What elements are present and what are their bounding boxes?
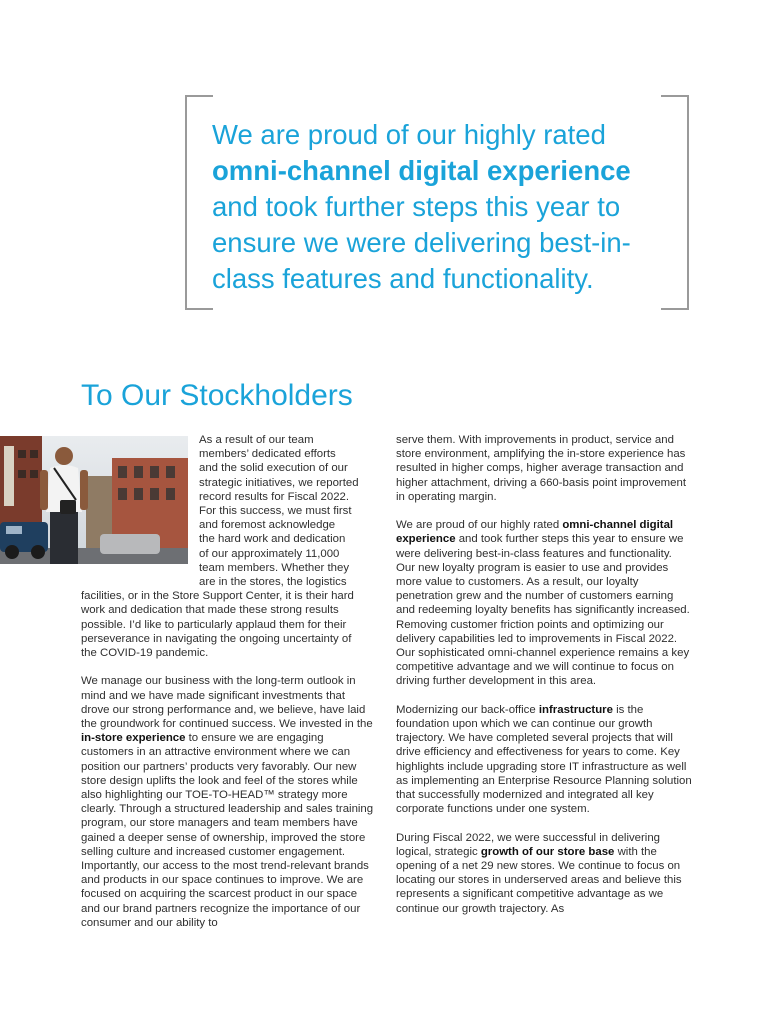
paragraph-text: and took further steps this year to ensure we were delivering best-in-class features and functionality. Our new loyalty program is easier to use and provides more value to customers. As a result, our loyalty penetration grew and the number of customers earning and redeeming loyalty benefits has significantly increased. Removing customer friction points and optimizing our delivery capabilities led to improvements in Fiscal 2022. Our sophisticated omni-channel experience remains a key competitive advantage and we will continue to focus on driving further development in this area. — [396, 533, 690, 688]
text-line: members’ dedicated efforts — [199, 448, 336, 461]
text-line: team members. Whether they — [199, 561, 350, 574]
text-line: perseverance in navigating the ongoing uncertainty of — [81, 632, 352, 645]
pull-quote-highlight: omni-channel digital experience — [212, 155, 631, 186]
page-title: To Our Stockholders — [81, 379, 353, 412]
left-paragraph-2 — [81, 674, 376, 930]
right-paragraph-1: serve them. With improvements in product, service and store environment, amplifying the in-store experience has resulted in higher comps, higher average transaction and higher attachment, driving a 660-basis point improvement in operating margin. — [396, 434, 686, 503]
text-line: For this success, we must first — [199, 505, 352, 518]
left-paragraph-1 — [81, 433, 376, 660]
paragraph-text: Modernizing our back-office — [396, 703, 536, 716]
text-line: are in the stores, the logistics — [199, 576, 347, 589]
text-line: the hard work and dedication — [199, 533, 346, 546]
left-bracket — [185, 95, 213, 310]
wrapped-text-beside-photo — [199, 433, 376, 589]
right-paragraph-2 — [396, 518, 692, 688]
right-paragraph-4 — [396, 831, 692, 916]
text-line: the COVID-19 pandemic. — [81, 647, 209, 660]
right-paragraph-3 — [396, 703, 692, 817]
emphasis-omni-channel: omni-channel digital experience — [396, 519, 674, 546]
pull-quote-part2: and took further steps this year to ensure we were delivering best-in-class features and functionality. — [212, 191, 631, 294]
text-line: record results for Fiscal 2022. — [199, 490, 350, 503]
text-line: and the solid execution of our — [199, 462, 348, 475]
text-line: strategic initiatives, we reported — [199, 476, 359, 489]
text-line: possible. I’d like to particularly applaud them for their — [81, 618, 347, 631]
paragraph-text: with the opening of a net 29 new stores. We continue to focus on locating our stores in underserved areas and believe this represents a significant competitive advantage as we continue our growth trajectory. As — [396, 845, 682, 915]
emphasis-infrastructure: infrastructure — [538, 703, 613, 716]
emphasis-store-growth: growth of our store base — [480, 845, 615, 858]
text-line: and foremost acknowledge — [199, 519, 336, 532]
pull-quote — [185, 95, 689, 310]
emphasis-in-store-experience: in-store experience — [81, 732, 186, 745]
text-line: facilities, or in the Store Support Center, it is their hard — [81, 590, 354, 603]
pull-quote-part1: We are proud of our highly rated — [212, 119, 606, 150]
paragraph-text: to ensure we are engaging customers in an attractive environment where we can position our partners’ products very favorably. Our new store design uplifts the look and feel of the stores while also highlighting our TOE-TO-HEAD™ strategy more clearly. Through a structured leadership and sales training program, our store managers and team members have gained a deeper sense of ownership, improved the store selling culture and increased customer engagement. Importantly, our access to the most trend-relevant brands and products in our space continues to improve. We are focused on acquiring the scarcest product in our space and our brand partners recognize the importance of our consumer and our ability to — [81, 732, 374, 929]
left-column — [81, 433, 376, 944]
text-line: of our approximately 11,000 — [199, 547, 340, 560]
paragraph-text: We manage our business with the long-term outlook in mind and we have made significant investments that drove our strong performance and, we believe, have laid the groundwork for continued success. We invested in the — [81, 675, 373, 731]
pull-quote-text — [212, 117, 677, 297]
paragraph-text: is the foundation upon which we can continue our growth trajectory. We have completed several projects that will drive efficiency and effectiveness for years to come. Key highlights include upgrading store IT infrastructure as well as implementing an Enterprise Resource Planning solution that successfully modernized and integrated all key corporate functions under one system. — [396, 703, 692, 816]
paragraph-text: During Fiscal 2022, we were successful in delivering logical, strategic — [396, 831, 661, 858]
text-line: work and dedication that made these strong results — [81, 604, 339, 617]
text-line: As a result of our team — [199, 434, 314, 446]
paragraph-text: We are proud of our highly rated — [396, 519, 560, 532]
right-column — [396, 433, 692, 930]
